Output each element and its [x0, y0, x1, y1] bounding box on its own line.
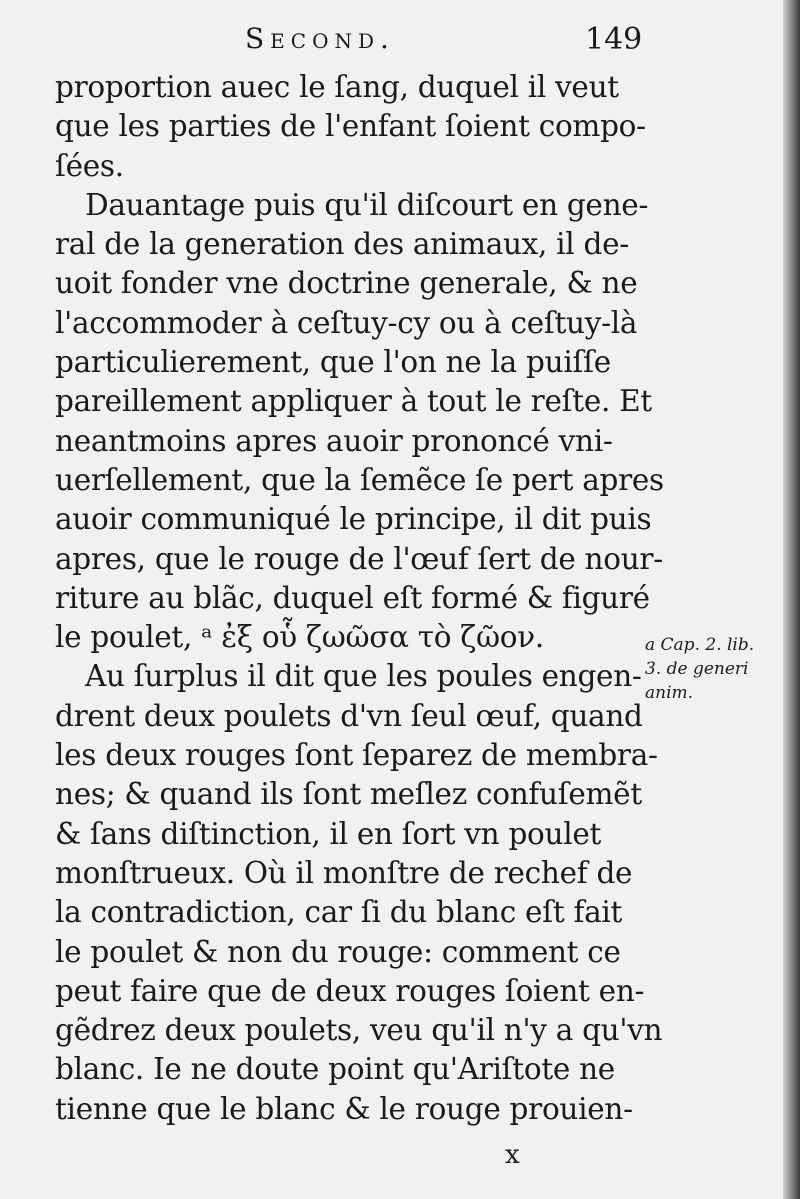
text-line: apres, que le rouge de l'œuf ſert de nour- [55, 541, 663, 576]
text-line: nes; & quand ils ſont meſlez confuſemẽt [55, 777, 642, 812]
text-line: & ſans diſtinction, il en ſort vn poulet [55, 816, 602, 851]
body-text [55, 68, 664, 1129]
text-line: l'accommoder à ceſtuy-cy ou à ceſtuy-là [55, 305, 638, 340]
paragraph-start-line: Au ſurplus il dit que les poules engen- [85, 659, 642, 694]
page-number: 149 [585, 22, 643, 57]
text-line: le poulet, ᵃ ἐξ οὗ ζωῶσα τὸ ζῶον. [55, 620, 544, 655]
text-line: monſtrueux. Où il monſtre de rechef de [55, 855, 633, 890]
paragraph-start-line: Dauantage puis qu'il diſcourt en gene- [85, 187, 649, 222]
page-header [0, 22, 783, 62]
text-line: blanc. Ie ne doute point qu'Ariſtote ne [55, 1052, 615, 1087]
text-line: uoit fonder vne doctrine generale, & ne [55, 266, 638, 301]
marginal-note [645, 633, 780, 705]
book-gutter-shadow [783, 0, 800, 1199]
running-head: Second. [245, 22, 395, 55]
text-line: drent deux poulets d'vn ſeul œuf, quand [55, 698, 643, 733]
marginal-note-line: anim. [645, 683, 694, 703]
text-line: la contradiction, car ſi du blanc eſt fait [55, 895, 623, 930]
text-line: gẽdrez deux poulets, veu qu'il n'y a qu'vn [55, 1013, 663, 1048]
text-line: les deux rouges ſont ſeparez de membra- [55, 738, 658, 773]
text-line: pareillement appliquer à tout le reſte. Et [55, 384, 652, 419]
text-line: particulierement, que l'on ne la puiſſe [55, 345, 611, 380]
text-line: uerſellement, que la ſemẽce ſe pert apres [55, 462, 664, 497]
text-line: tienne que le blanc & le rouge prouien- [55, 1091, 633, 1126]
text-line: proportion auec le ſang, duquel il veut [55, 70, 619, 104]
text-line: ſées. [55, 148, 124, 183]
text-line: riture au blãc, duquel eſt formé & figuré [55, 580, 650, 615]
text-line: peut faire que de deux rouges ſoient en- [55, 973, 645, 1008]
text-line: ral de la generation des animaux, il de- [55, 227, 629, 262]
text-line: que les parties de l'enfant ſoient compo- [55, 109, 646, 144]
text-line: auoir communiqué le principe, il dit puis [55, 502, 652, 537]
marginal-note-line: 3. de generi [645, 659, 749, 679]
marginal-note-line: a Cap. 2. lib. [645, 635, 755, 655]
text-line: neantmoins apres auoir prononcé vni- [55, 423, 613, 458]
text-line: le poulet & non du rouge: comment ce [55, 934, 621, 969]
signature-mark: x [505, 1140, 520, 1170]
